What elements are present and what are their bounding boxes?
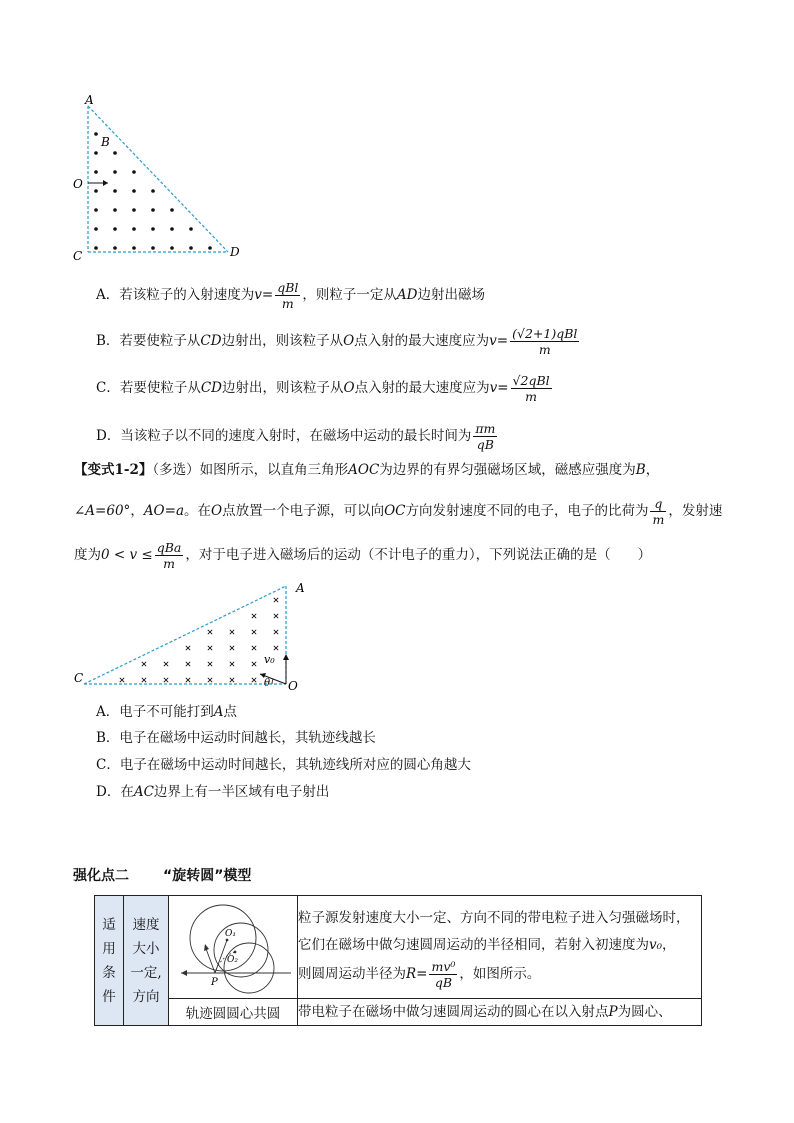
field-dot: [189, 246, 193, 250]
field-dot: [94, 246, 98, 250]
edge-ca: [84, 586, 286, 684]
label-theta: θ: [264, 678, 271, 689]
label-d: D: [230, 245, 240, 259]
label-o2-fig: O₂: [227, 955, 238, 965]
field-dot: [132, 189, 136, 193]
field-dot: [113, 227, 117, 231]
label-a: A: [85, 93, 94, 107]
field-dot: [132, 246, 136, 250]
section-label: 强化点二: [73, 868, 129, 884]
subhead-cell: 轨迹圆圆心共圆: [169, 999, 298, 1026]
option-1c: C．若要使粒子从CD边射出，则该粒子从O点入射的最大速度应为v= $\frac{\text{√2qBl}}{m}$: [96, 373, 550, 404]
field-dot: [151, 227, 155, 231]
option-1b: B．若要使粒子从CD边射出，则该粒子从O点入射的最大速度应为v= $\frac{\text{(√2+1)qBl}}{m}$: [96, 326, 578, 357]
label-p: P: [211, 977, 218, 988]
field-dot: [113, 246, 117, 250]
variant-line-3: 度为0 < v ≤ $\frac{\text{qBa}}{m}$ ，对于电子进入磁场后的运动（不计电子的重力），下列说法正确的是（ ）: [74, 540, 652, 571]
option-2c: C．电子在磁场中运动时间越长，其轨迹线所对应的圆心角越大: [96, 757, 471, 773]
variant-line-1: 【变式1-2】（多选）如图所示，以直角三角形AOC为边界的有界匀强磁场区域，磁感应强度为B，: [74, 462, 660, 478]
option-1d: D．当该粒子以不同的速度入射时，在磁场中运动的最长时间为 $\frac{\pi m}{qB}$: [96, 421, 496, 452]
field-dot: [132, 170, 136, 174]
option-1a: A．若该粒子的入射速度为v= $\frac{\text{qBl}}{m}$ ，则粒子一定从AD边射出磁场: [96, 280, 485, 311]
triangle-field-figure: [70, 90, 250, 265]
field-dot: [113, 170, 117, 174]
speed-cell: 速度 大小 一定, 方向: [124, 896, 169, 1026]
variant-line-2: ∠A=60°，AO=a。在O点放置一个电子源，可以向OC方向发射速度不同的电子，电子的比荷为 $\frac{q}{m}$ ，发射速: [74, 496, 723, 527]
option-2b: B．电子在磁场中运动时间越长，其轨迹线越长: [96, 730, 376, 746]
model-table: [94, 895, 702, 1026]
rotating-circle-figure-cell: [169, 896, 298, 999]
field-dot: [151, 246, 155, 250]
field-crosses: [120, 598, 278, 682]
label-o1: O₁: [225, 929, 236, 939]
triangle-aoc-figure: [72, 578, 312, 693]
label-a2: A: [296, 581, 305, 595]
edge-ad: [88, 106, 228, 252]
description-cell: 粒子源发射速度大小一定、方向不同的带电粒子进入匀强磁场时， 它们在磁场中做匀速圆周运动的半径相同，若射入初速度为v₀， 则圆周运动半径为R= $\frac{\text{mv⁰}}{qB}$ ，如图所示。: [298, 896, 702, 999]
field-dot: [113, 151, 117, 155]
field-dot: [94, 132, 98, 136]
label-c2: C: [74, 671, 84, 685]
field-dot: [94, 151, 98, 155]
section-title: “旋转圆”模型: [163, 868, 252, 884]
subdesc-cell: 带电粒子在磁场中做匀速圆周运动的圆心在以入射点P为圆心、: [298, 999, 702, 1026]
field-dot: [132, 227, 136, 231]
option-2d: D．在AC边界上有一半区域有电子射出: [96, 784, 330, 800]
field-dot: [94, 208, 98, 212]
option-2a: A．电子不可能打到A点: [96, 704, 237, 720]
field-dot: [132, 208, 136, 212]
field-dot: [94, 170, 98, 174]
label-c: C: [73, 249, 83, 263]
rotating-circle-figure: [169, 896, 297, 994]
field-dot: [94, 227, 98, 231]
label-v0: v₀: [264, 653, 275, 666]
field-dot: [208, 246, 212, 250]
label-o: O: [73, 177, 83, 191]
field-dot: [170, 208, 174, 212]
field-dot: [151, 189, 155, 193]
label-b: B: [101, 135, 110, 149]
label-o2: O: [288, 679, 298, 693]
field-dot: [170, 227, 174, 231]
field-dot: [151, 208, 155, 212]
field-dot: [189, 227, 193, 231]
condition-cell: 适 用 条 件: [95, 896, 124, 1026]
field-dot: [113, 208, 117, 212]
field-dot: [94, 189, 98, 193]
field-dot: [113, 189, 117, 193]
field-dots: [94, 132, 212, 250]
field-dot: [170, 246, 174, 250]
